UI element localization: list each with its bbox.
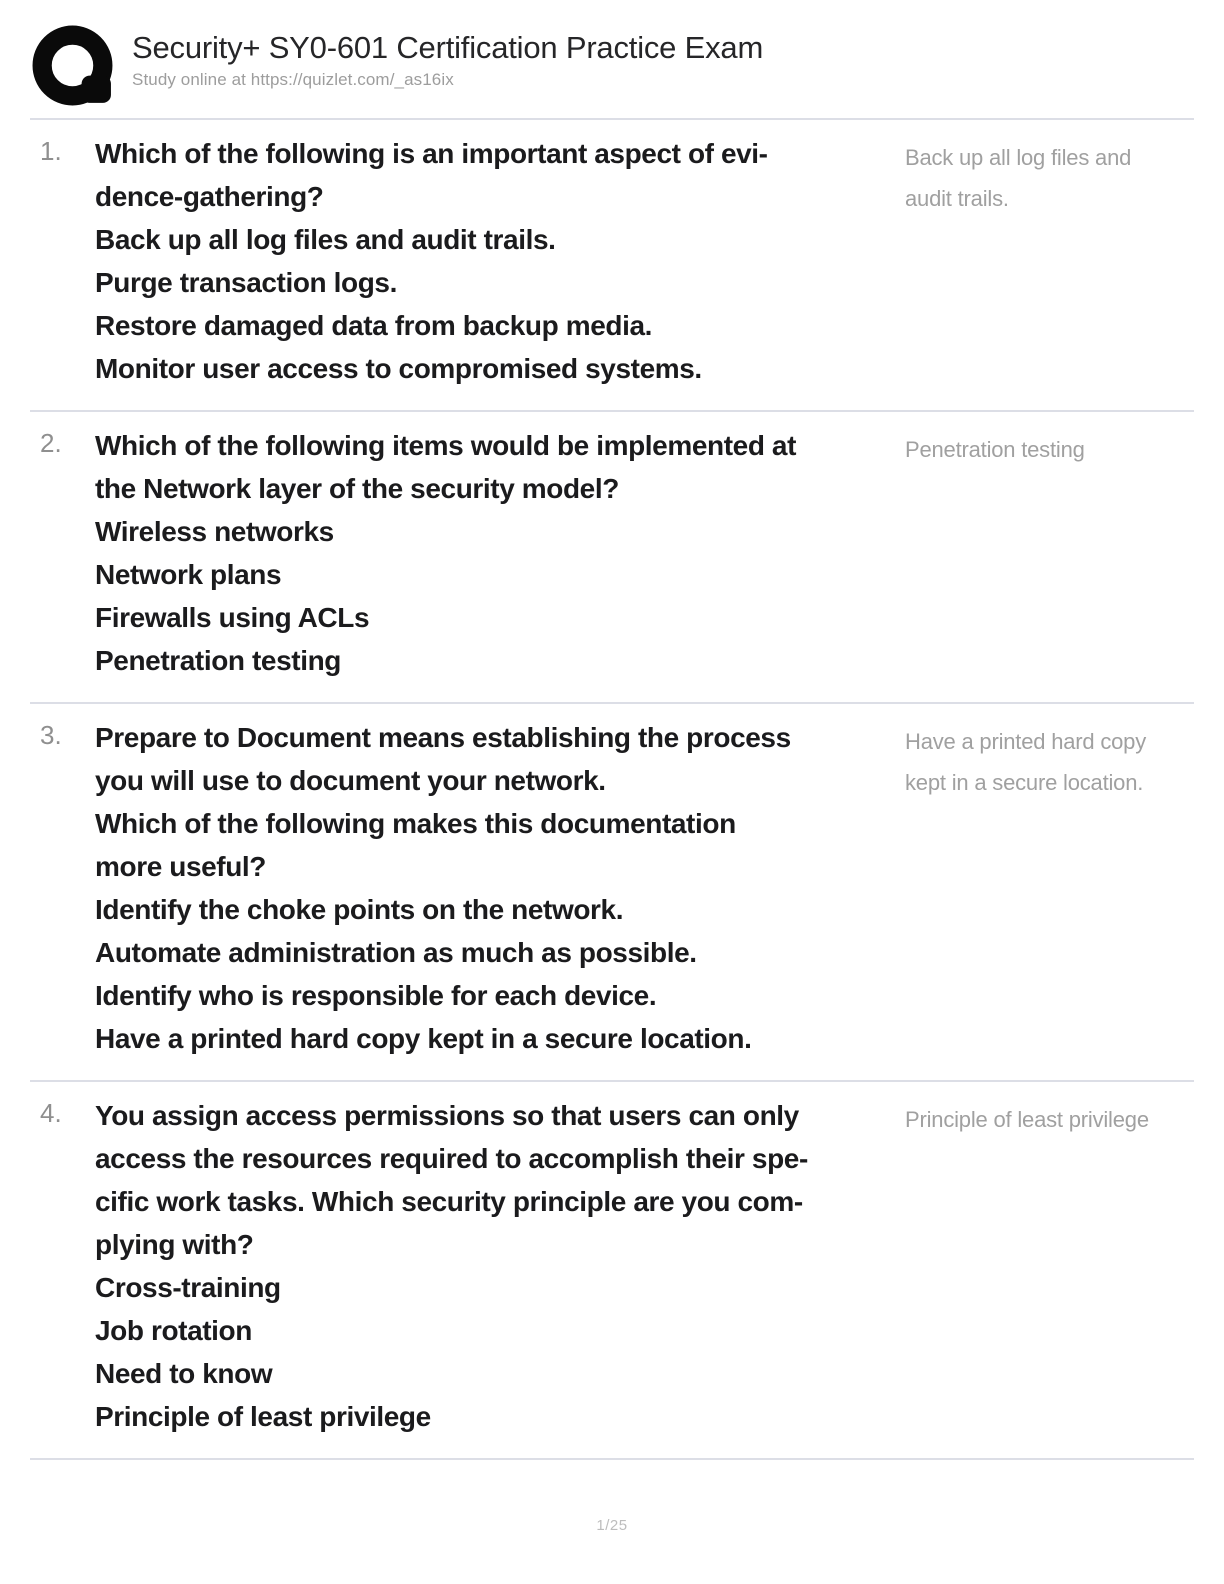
text-line: Which of the following items would be implemented at	[95, 430, 796, 461]
text-line: cific work tasks. Which security principle are you com-	[95, 1186, 803, 1217]
question-options	[95, 510, 895, 682]
question-stem	[95, 716, 895, 888]
page-number: 1/25	[596, 1517, 628, 1534]
text-line: Identify the choke points on the network.	[95, 894, 624, 925]
text-line: Back up all log files and	[905, 145, 1132, 170]
text-line: Firewalls using ACLs	[95, 602, 370, 633]
text-line: Automate administration as much as possible.	[95, 937, 697, 968]
text-line: Principle of least privilege	[905, 1107, 1149, 1132]
answer-text	[895, 132, 1194, 219]
question-text	[95, 1094, 895, 1438]
question-number: 3.	[40, 720, 62, 750]
text-line: kept in a secure location.	[905, 770, 1144, 795]
text-line: Have a printed hard copy kept in a secure location.	[95, 1023, 752, 1054]
header	[30, 0, 1194, 120]
text-line: Principle of least privilege	[95, 1401, 431, 1432]
text-line: dence-gathering?	[95, 181, 324, 212]
text-line: Network plans	[95, 559, 282, 590]
text-line: access the resources required to accomplish their spe-	[95, 1143, 808, 1174]
text-line: Which of the following makes this documentation	[95, 808, 736, 839]
question-row-3	[30, 704, 1194, 1082]
answer-text	[895, 716, 1194, 803]
text-line: Wireless networks	[95, 516, 334, 547]
question-options	[95, 218, 895, 390]
question-stem	[95, 132, 895, 218]
text-line: you will use to document your network.	[95, 765, 606, 796]
question-number: 2.	[40, 428, 62, 458]
question-row-4	[30, 1082, 1194, 1460]
question-list	[30, 120, 1194, 1460]
text-line: audit trails.	[905, 186, 1009, 211]
question-options	[95, 1266, 895, 1438]
text-line: Job rotation	[95, 1315, 252, 1346]
question-number: 4.	[40, 1098, 62, 1128]
text-line: plying with?	[95, 1229, 254, 1260]
study-online-link[interactable]: Study online at https://quizlet.com/_as16ix	[132, 70, 454, 89]
answer-text	[895, 424, 1194, 470]
text-line: Penetration testing	[95, 645, 341, 676]
question-text	[95, 132, 895, 390]
text-line: Have a printed hard copy	[905, 729, 1147, 754]
question-row-1	[30, 120, 1194, 412]
text-line: Cross-training	[95, 1272, 281, 1303]
text-line: Monitor user access to compromised systems.	[95, 353, 702, 384]
question-number: 1.	[40, 136, 62, 166]
header-titles	[132, 24, 763, 90]
text-line: the Network layer of the security model?	[95, 473, 619, 504]
quizlet-q-logo-icon	[30, 24, 116, 110]
text-line: You assign access permissions so that users can only	[95, 1100, 799, 1131]
question-stem	[95, 1094, 895, 1266]
text-line: Restore damaged data from backup media.	[95, 310, 653, 341]
text-line: Which of the following is an important aspect of evi-	[95, 138, 768, 169]
question-stem	[95, 424, 895, 510]
text-line: more useful?	[95, 851, 267, 882]
footer	[0, 1517, 1224, 1534]
question-text	[95, 424, 895, 682]
text-line: Penetration testing	[905, 437, 1085, 462]
text-line: Need to know	[95, 1358, 273, 1389]
text-line: Identify who is responsible for each device.	[95, 980, 657, 1011]
answer-text	[895, 1094, 1194, 1140]
text-line: Prepare to Document means establishing the process	[95, 722, 791, 753]
text-line: Back up all log files and audit trails.	[95, 224, 556, 255]
question-text	[95, 716, 895, 1060]
text-line: Purge transaction logs.	[95, 267, 397, 298]
page-title: Security+ SY0-601 Certification Practice Exam	[132, 30, 764, 65]
question-options	[95, 888, 895, 1060]
question-row-2	[30, 412, 1194, 704]
